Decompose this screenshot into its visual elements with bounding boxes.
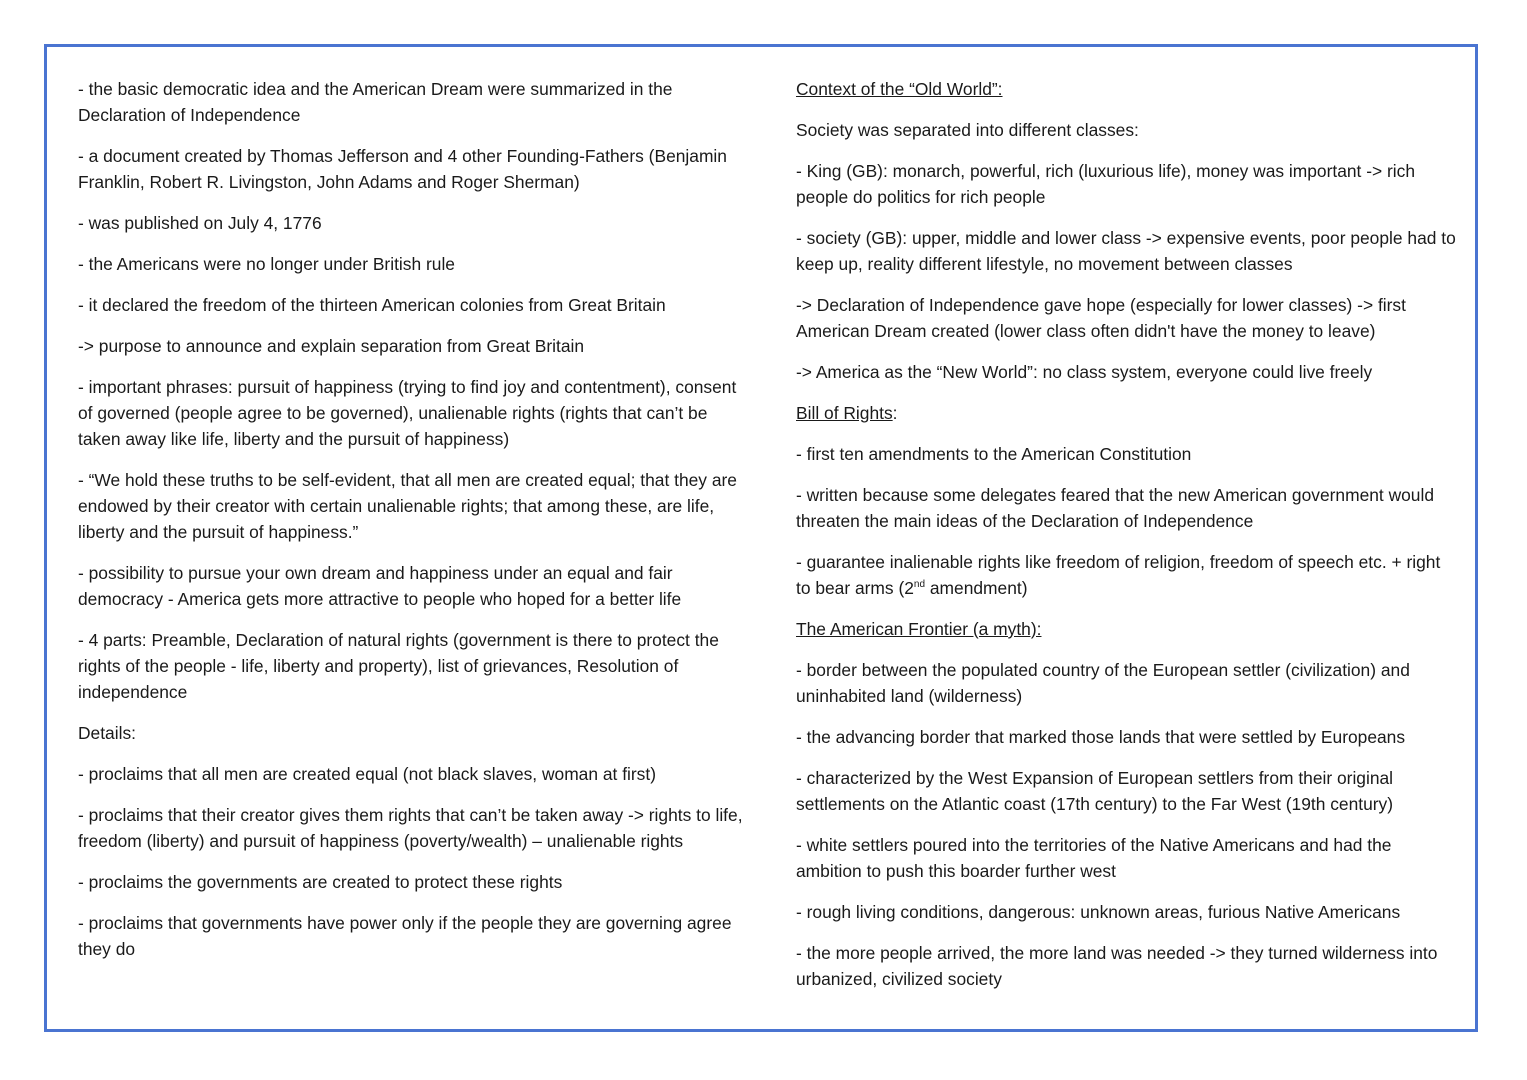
paragraph: - the advancing border that marked those lands that were settled by Europeans — [796, 727, 1406, 747]
paragraph: - the Americans were no longer under British rule — [78, 254, 455, 274]
paragraph: Society was separated into different classes: — [796, 120, 1139, 140]
bill-last-suffix: amendment) — [925, 578, 1028, 598]
heading-bill-text: Bill of Rights — [796, 403, 893, 423]
paragraph: -> Declaration of Independence gave hope (especially for lower classes) -> first American Dream created (lower class often didn't have the money to leave) — [796, 295, 1406, 341]
heading-bill-colon: : — [892, 403, 898, 423]
paragraph: - proclaims the governments are created to protect these rights — [78, 872, 563, 892]
paragraph: - possibility to pursue your own dream and happiness under an equal and fair democracy - America gets more attractive to people who hoped for a better life — [78, 563, 682, 609]
paragraph: - white settlers poured into the territories of the Native Americans and had the ambition to push this boarder further west — [796, 835, 1392, 881]
paragraph: - proclaims that their creator gives them rights that can’t be taken away -> rights to life, freedom (liberty) and pursuit of happiness (poverty/wealth) – unalienable rights — [78, 805, 743, 851]
paragraph: - society (GB): upper, middle and lower class -> expensive events, poor people had to keep up, reality different lifestyle, no movement between classes — [796, 228, 1456, 274]
paragraph: - proclaims that governments have power only if the people they are governing agree they do — [78, 913, 732, 959]
paragraph: -> America as the “New World”: no class system, everyone could live freely — [796, 362, 1373, 382]
paragraph: - the more people arrived, the more land was needed -> they turned wilderness into urbanized, civilized society — [796, 943, 1438, 989]
left-column — [78, 76, 750, 962]
paragraph: - proclaims that all men are created equal (not black slaves, woman at first) — [78, 764, 657, 784]
paragraph: - the basic democratic idea and the American Dream were summarized in the Declaration of Independence — [78, 79, 673, 125]
paragraph: - King (GB): monarch, powerful, rich (luxurious life), money was important -> rich people do politics for rich people — [796, 161, 1416, 207]
paragraph: - 4 parts: Preamble, Declaration of natural rights (government is there to protect the rights of the people - life, liberty and property), list of grievances, Resolution of independence — [78, 630, 719, 702]
details-label: Details: — [78, 723, 136, 743]
paragraph: - important phrases: pursuit of happiness (trying to find joy and contentment), consent of governed (people agree to be governed), unalienable rights (rights that can’t be taken away like life, liberty and the pursuit of happiness) — [78, 377, 737, 449]
heading-bill-of-rights — [796, 400, 1456, 426]
bill-last-prefix: - guarantee inalienable rights like freedom of religion, freedom of speech etc. + right to bear arms (2 — [796, 552, 1441, 598]
paragraph: - first ten amendments to the American Constitution — [796, 444, 1192, 464]
heading-old-world: Context of the “Old World”: — [796, 79, 1003, 99]
right-column — [796, 76, 1456, 992]
paragraph — [796, 549, 1456, 601]
paragraph: -> purpose to announce and explain separation from Great Britain — [78, 336, 585, 356]
paragraph: - was published on July 4, 1776 — [78, 213, 322, 233]
paragraph: - “We hold these truths to be self-evident, that all men are created equal; that they are endowed by their creator with certain unalienable rights; that among these, are life, liberty and the pursuit of happiness.” — [78, 470, 737, 542]
paragraph: - a document created by Thomas Jefferson and 4 other Founding-Fathers (Benjamin Franklin, Robert R. Livingston, John Adams and Roger Sherman) — [78, 146, 727, 192]
heading-frontier: The American Frontier (a myth): — [796, 619, 1042, 639]
paragraph: - written because some delegates feared that the new American government would threaten the main ideas of the Declaration of Independence — [796, 485, 1435, 531]
paragraph: - characterized by the West Expansion of European settlers from their original settlements on the Atlantic coast (17th century) to the Far West (19th century) — [796, 768, 1394, 814]
ordinal-superscript: nd — [913, 579, 926, 591]
paragraph: - it declared the freedom of the thirteen American colonies from Great Britain — [78, 295, 666, 315]
paragraph: - rough living conditions, dangerous: unknown areas, furious Native Americans — [796, 902, 1401, 922]
paragraph: - border between the populated country of the European settler (civilization) and uninhabited land (wilderness) — [796, 660, 1410, 706]
